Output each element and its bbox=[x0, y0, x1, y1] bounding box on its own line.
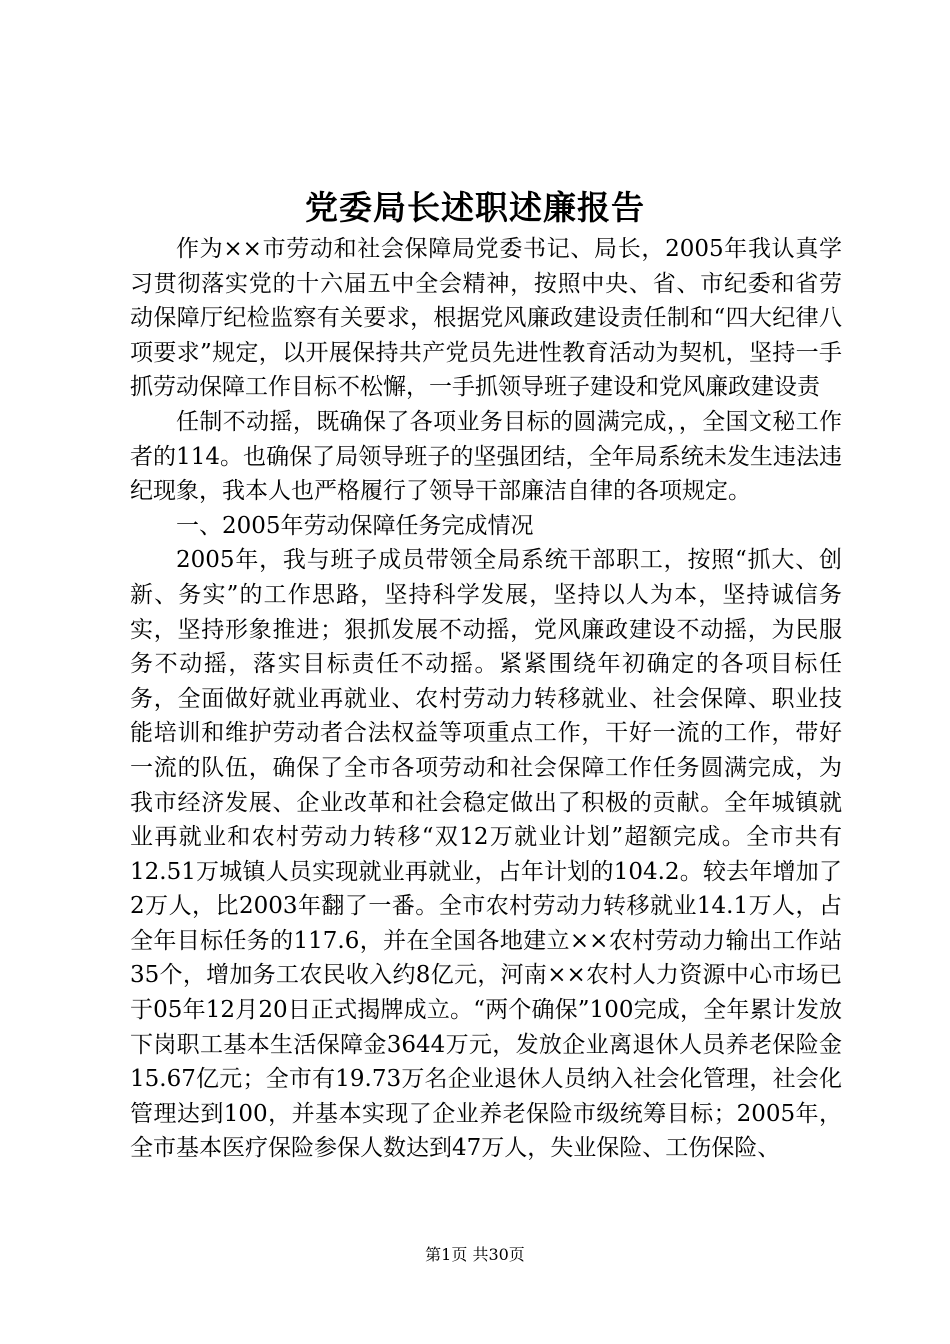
document-body bbox=[130, 232, 842, 1166]
paragraph-achievements: 2005年，我与班子成员带领全局系统干部职工，按照“抓大、创新、务实”的工作思路，坚持科学发展，坚持以人为本，坚持诚信务实，坚持形象推进；狠抓发展不动摇，党风廉政建设不动摇，为民服务不动摇，落实目标责任不动摇。紧紧围绕年初确定的各项目标任务，全面做好就业再就业、农村劳动力转移就业、社会保障、职业技能培训和维护劳动者合法权益等项重点工作，干好一流的工作，带好一流的队伍，确保了全市各项劳动和社会保障工作任务圆满完成，为我市经济发展、企业改革和社会稳定做出了积极的贡献。全年城镇就业再就业和农村劳动力转移“双12万就业计划”超额完成。全市共有12.51万城镇人员实现就业再就业，占年计划的104.2。较去年增加了2万人，比2003年翻了一番。全市农村劳动力转移就业14.1万人，占全年目标任务的117.6，并在全国各地建立××农村劳动力输出工作站35个，增加务工农民收入约8亿元，河南××农村人力资源中心市场已于05年12月20日正式揭牌成立。“两个确保”100完成，全年累计发放下岗职工基本生活保障金3644万元，发放企业离退休人员养老保险金15.67亿元；全市有19.73万名企业退休人员纳入社会化管理，社会化管理达到100，并基本实现了企业养老保险市级统筹目标；2005年，全市基本医疗保险参保人数达到47万人，失业保险、工伤保险、 bbox=[130, 547, 842, 1162]
page-number-footer: 第1页 共30页 bbox=[425, 1245, 525, 1264]
paragraph-continuation: 任制不动摇，既确保了各项业务目标的圆满完成，，全国文秘工作者的114。也确保了局领导班子的坚强团结，全年局系统未发生违法违纪现象，我本人也严格履行了领导干部廉洁自律的各项规定。 bbox=[130, 408, 842, 505]
paragraph-intro: 作为××市劳动和社会保障局党委书记、局长，2005年我认真学习贯彻落实党的十六届五中全会精神，按照中央、省、市纪委和省劳动保障厅纪检监察有关要求，根据党风廉政建设责任制和“四大纪律八项要求”规定，以开展保持共产党员先进性教育活动为契机，坚持一手抓劳动保障工作目标不松懈，一手抓领导班子建设和党风廉政建设责 bbox=[130, 236, 842, 401]
section-heading: 一、2005年劳动保障任务完成情况 bbox=[176, 512, 534, 539]
document-title: 党委局长述职述廉报告 bbox=[305, 188, 645, 227]
